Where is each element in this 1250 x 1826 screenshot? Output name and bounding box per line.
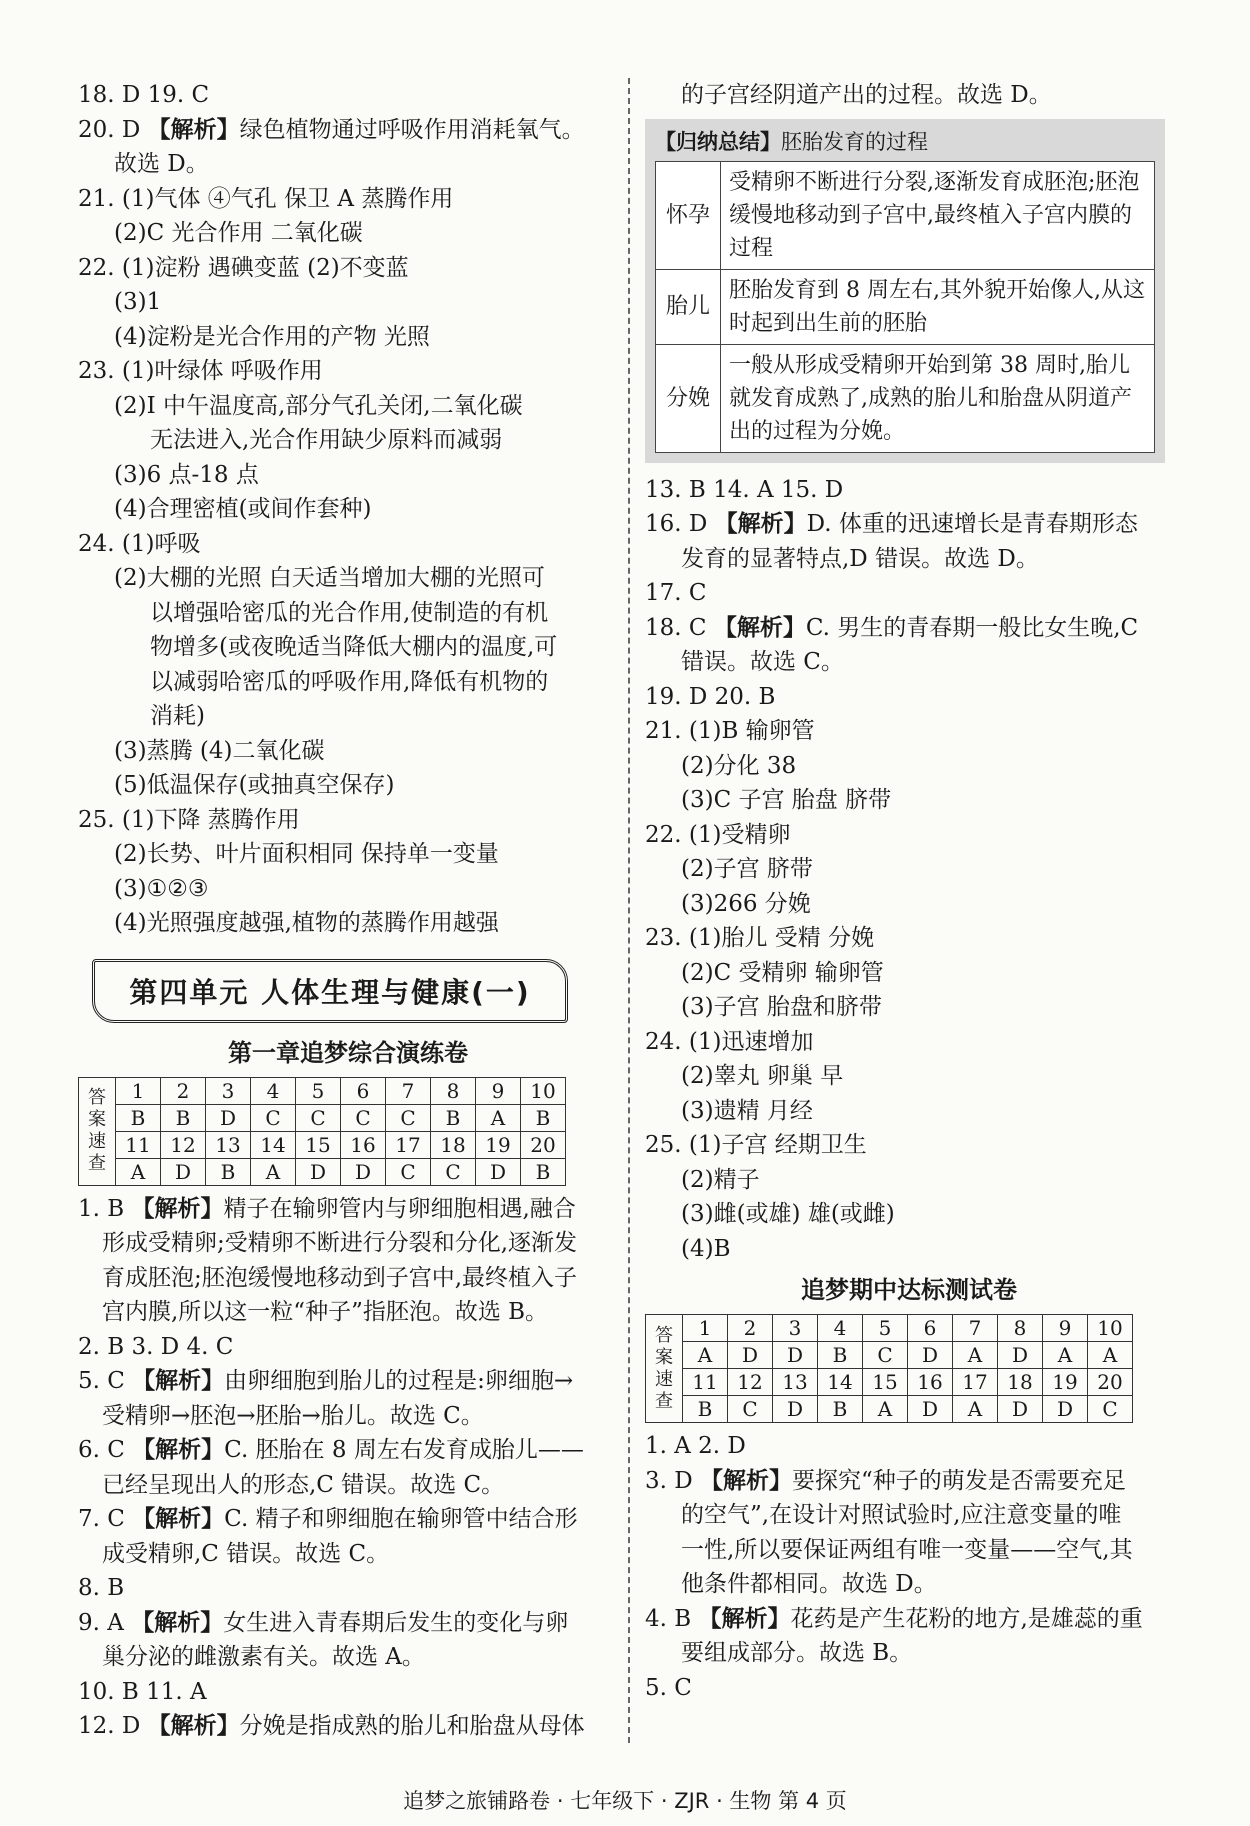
answer-cell: B [116, 1104, 161, 1131]
answer-line: 的子宫经阴道产出的过程。故选 D。 [681, 82, 1052, 108]
answer-line: (3)①②③ [114, 875, 209, 902]
analysis-tag: 【解析】 [131, 1609, 224, 1636]
question-number: 15 [296, 1131, 341, 1158]
question-number: 9 [1043, 1315, 1088, 1342]
answer-line: 1. B 【解析】精子在输卵管内与卵细胞相遇,融合 [78, 1195, 576, 1222]
answer-cell: D [728, 1342, 773, 1369]
question-number: 4 [251, 1077, 296, 1104]
analysis-tag: 【解析】 [714, 511, 807, 537]
question-number: 1 [116, 1077, 161, 1104]
question-number: 18 [431, 1131, 476, 1158]
answer-line: 10. B 11. A [78, 1678, 207, 1705]
right-answers-c [645, 1429, 1173, 1705]
question-number: 12 [728, 1369, 773, 1396]
answer-line: 育成胚泡;胚泡缓慢地移动到子宫中,最终植入子 [102, 1264, 578, 1291]
question-number: 1 [683, 1315, 728, 1342]
answer-line: 21. (1)气体 ④气孔 保卫 A 蒸腾作用 [78, 185, 454, 212]
analysis-tag: 【解析】 [131, 1195, 224, 1222]
answer-line: 18. C 【解析】C. 男生的青春期一般比女生晚,C [645, 614, 1139, 641]
answer-line: 已经呈现出人的形态,C 错误。故选 C。 [102, 1471, 505, 1498]
answer-line: 形成受精卵;受精卵不断进行分裂和分化,逐渐发 [102, 1230, 578, 1256]
answer-line: (5)低温保存(或抽真空保存) [114, 772, 395, 798]
answer-table-2 [645, 1314, 1173, 1423]
answer-line: 23. (1)叶绿体 呼吸作用 [78, 358, 323, 384]
summary-value: 受精卵不断进行分裂,逐渐发育成胚泡;胚泡缓慢地移动到子宫中,最终植入子宫内膜的过程 [721, 161, 1155, 269]
question-number: 11 [683, 1369, 728, 1396]
answer-cell: B [521, 1104, 566, 1131]
answer-cell: A [1088, 1342, 1133, 1369]
summary-title: 胚胎发育的过程 [781, 129, 928, 154]
answer-line: 22. (1)淀粉 遇碘变蓝 (2)不变蓝 [78, 254, 409, 281]
question-number: 17 [386, 1131, 431, 1158]
answer-line: 20. D 【解析】绿色植物通过呼吸作用消耗氧气。 [78, 116, 585, 143]
answer-line: 要组成部分。故选 B。 [681, 1640, 913, 1666]
answer-grid-row [79, 1104, 566, 1131]
summary-key: 分娩 [656, 344, 721, 452]
left-answers-b [78, 1192, 618, 1744]
answer-cell: D [908, 1342, 953, 1369]
analysis-tag: 【解析】 [713, 614, 806, 641]
answer-cell: B [431, 1104, 476, 1131]
summary-row [656, 269, 1155, 344]
answer-line: 2. B 3. D 4. C [78, 1333, 234, 1360]
question-number: 9 [476, 1077, 521, 1104]
answer-line: 以增强哈密瓜的光合作用,使制造的有机 [150, 599, 549, 626]
answer-line: (3)266 分娩 [681, 890, 811, 917]
answer-line: (4)光照强度越强,植物的蒸腾作用越强 [114, 910, 499, 936]
answer-grid-row [646, 1342, 1133, 1369]
answer-cell: A [953, 1342, 998, 1369]
answer-cell: D [206, 1104, 251, 1131]
answer-line: 13. B 14. A 15. D [645, 476, 844, 503]
answer-table-1 [78, 1077, 618, 1186]
answer-line: 无法进入,光合作用缺少原料而减弱 [150, 427, 503, 453]
answer-cell: D [341, 1158, 386, 1185]
answer-line: 5. C 【解析】由卵细胞到胎儿的过程是:卵细胞→ [78, 1368, 574, 1394]
question-number: 5 [296, 1077, 341, 1104]
answer-line: 的空气”,在设计对照试验时,应注意变量的唯 [681, 1502, 1122, 1528]
answer-line: (2)C 光合作用 二氧化碳 [114, 220, 363, 246]
right-answers-b [645, 473, 1173, 1267]
answer-line: 物增多(或夜晚适当降低大棚内的温度,可 [150, 634, 558, 660]
question-number: 20 [1088, 1369, 1133, 1396]
answer-line: 19. D 20. B [645, 683, 776, 710]
answer-line: 他条件都相同。故选 D。 [681, 1571, 937, 1597]
answer-cell: D [998, 1342, 1043, 1369]
summary-key: 怀孕 [656, 161, 721, 269]
answer-line: 18. D 19. C [78, 82, 210, 108]
analysis-tag: 【解析】 [147, 116, 240, 143]
question-number: 20 [521, 1131, 566, 1158]
answer-line: 6. C 【解析】C. 胚胎在 8 周左右发育成胎儿—— [78, 1437, 584, 1463]
right-answers-a [645, 78, 1173, 113]
column-divider [628, 78, 630, 1743]
summary-row [656, 344, 1155, 452]
answer-line: 消耗) [150, 703, 205, 729]
question-number: 10 [521, 1077, 566, 1104]
answer-cell: C [386, 1158, 431, 1185]
answer-cell: C [251, 1104, 296, 1131]
answer-line: 1. A 2. D [645, 1433, 746, 1459]
question-number: 17 [953, 1369, 998, 1396]
question-number: 6 [908, 1315, 953, 1342]
answer-cell: D [773, 1342, 818, 1369]
answer-cell: C [341, 1104, 386, 1131]
answer-line: (4)合理密植(或间作套种) [114, 496, 372, 522]
question-number: 2 [728, 1315, 773, 1342]
question-number: 13 [773, 1369, 818, 1396]
answer-grid-label: 答 案 速 查 [79, 1077, 116, 1185]
left-answers-a [78, 78, 618, 941]
answer-cell: C [431, 1158, 476, 1185]
analysis-tag: 【解析】 [147, 1713, 240, 1739]
answer-line: 成受精卵,C 错误。故选 C。 [102, 1540, 390, 1567]
answer-line: (2)精子 [681, 1166, 760, 1193]
question-number: 2 [161, 1077, 206, 1104]
summary-heading [655, 127, 1155, 157]
answer-line: 12. D 【解析】分娩是指成熟的胎儿和胎盘从母体 [78, 1713, 585, 1739]
question-number: 6 [341, 1077, 386, 1104]
question-number: 11 [116, 1131, 161, 1158]
question-number: 4 [818, 1315, 863, 1342]
summary-key: 胎儿 [656, 269, 721, 344]
answer-line: 4. B 【解析】花药是产生花粉的地方,是雄蕊的重 [645, 1605, 1143, 1632]
question-number: 3 [773, 1315, 818, 1342]
question-number: 13 [206, 1131, 251, 1158]
question-number: 16 [341, 1131, 386, 1158]
answer-line: (4)B [681, 1235, 731, 1262]
answer-line: 16. D 【解析】D. 体重的迅速增长是青春期形态 [645, 511, 1138, 537]
answer-line: 5. C [645, 1674, 692, 1701]
section1-title: 第一章追梦综合演练卷 [228, 1038, 468, 1067]
answer-line: 3. D 【解析】要探究“种子的萌发是否需要充足 [645, 1467, 1126, 1494]
answer-cell: B [818, 1396, 863, 1423]
answer-line: (3)C 子宫 胎盘 脐带 [681, 787, 892, 813]
summary-value: 胚胎发育到 8 周左右,其外貌开始像人,从这时起到出生前的胚胎 [721, 269, 1155, 344]
analysis-tag: 【解析】 [698, 1605, 791, 1632]
answer-grid-label: 答 案 速 查 [646, 1315, 683, 1423]
answer-grid-row [79, 1158, 566, 1185]
answer-cell: A [863, 1396, 908, 1423]
answer-cell: C [1088, 1396, 1133, 1423]
answer-line: 一性,所以要保证两组有唯一变量——空气,其 [681, 1536, 1133, 1563]
answer-line: (2)长势、叶片面积相同 保持单一变量 [114, 841, 499, 867]
answer-line: (3)子宫 胎盘和脐带 [681, 994, 882, 1020]
answer-grid-row [646, 1369, 1133, 1396]
answer-cell: A [251, 1158, 296, 1185]
question-number: 10 [1088, 1315, 1133, 1342]
answer-line: (3)蒸腾 (4)二氧化碳 [114, 737, 325, 764]
answer-line: (3)雌(或雄) 雄(或雌) [681, 1201, 895, 1227]
answer-line: (2)分化 38 [681, 752, 797, 779]
answer-cell: D [476, 1158, 521, 1185]
answer-line: (2)子宫 脐带 [681, 856, 813, 882]
answer-grid-row [646, 1315, 1133, 1342]
answer-cell: D [1043, 1396, 1088, 1423]
answer-grid [645, 1314, 1133, 1423]
answer-cell: D [773, 1396, 818, 1423]
answer-line: 9. A 【解析】女生进入青春期后发生的变化与卵 [78, 1609, 569, 1636]
question-number: 8 [998, 1315, 1043, 1342]
answer-cell: C [296, 1104, 341, 1131]
answer-cell: B [818, 1342, 863, 1369]
answer-cell: B [206, 1158, 251, 1185]
answer-cell: A [683, 1342, 728, 1369]
summary-tag: 【归纳总结】 [655, 129, 781, 154]
answer-cell: A [953, 1396, 998, 1423]
question-number: 8 [431, 1077, 476, 1104]
answer-line: 故选 D。 [114, 151, 209, 177]
right-column [645, 78, 1173, 1705]
answer-line: 23. (1)胎儿 受精 分娩 [645, 925, 875, 951]
answer-line: 8. B [78, 1575, 125, 1601]
answer-line: 以减弱哈密瓜的呼吸作用,降低有机物的 [150, 668, 549, 695]
summary-table [655, 161, 1155, 453]
answer-line: 受精卵→胚泡→胚胎→胎儿。故选 C。 [102, 1402, 484, 1429]
answer-line: 25. (1)下降 蒸腾作用 [78, 806, 300, 833]
question-number: 19 [1043, 1369, 1088, 1396]
answer-line: 21. (1)B 输卵管 [645, 718, 815, 744]
summary-box [645, 119, 1165, 463]
answer-line: (2)大棚的光照 白天适当增加大棚的光照可 [114, 565, 545, 591]
answer-line: 25. (1)子宫 经期卫生 [645, 1132, 867, 1158]
answer-cell: B [161, 1104, 206, 1131]
question-number: 14 [818, 1369, 863, 1396]
question-number: 15 [863, 1369, 908, 1396]
answer-line: (3)1 [114, 289, 162, 315]
question-number: 7 [953, 1315, 998, 1342]
answer-line: (3)6 点-18 点 [114, 461, 259, 488]
analysis-tag: 【解析】 [132, 1506, 225, 1532]
question-number: 14 [251, 1131, 296, 1158]
question-number: 18 [998, 1369, 1043, 1396]
answer-cell: B [521, 1158, 566, 1185]
question-number: 7 [386, 1077, 431, 1104]
answer-cell: C [728, 1396, 773, 1423]
answer-cell: A [1043, 1342, 1088, 1369]
unit-title: 第四单元 人体生理与健康(一) [92, 959, 568, 1023]
answer-grid [78, 1077, 566, 1186]
answer-line: (2)C 受精卵 输卵管 [681, 959, 884, 986]
answer-grid-row [79, 1131, 566, 1158]
question-number: 3 [206, 1077, 251, 1104]
question-number: 5 [863, 1315, 908, 1342]
answer-line: (2)睾丸 卵巢 早 [681, 1063, 844, 1089]
answer-cell: B [683, 1396, 728, 1423]
answer-line: (4)淀粉是光合作用的产物 光照 [114, 323, 430, 350]
section2-title: 追梦期中达标测试卷 [801, 1276, 1017, 1304]
question-number: 16 [908, 1369, 953, 1396]
answer-line: 错误。故选 C。 [681, 649, 844, 675]
analysis-tag: 【解析】 [700, 1467, 793, 1494]
answer-line: 巢分泌的雌激素有关。故选 A。 [102, 1644, 425, 1670]
answer-line: 发育的显著特点,D 错误。故选 D。 [681, 545, 1039, 572]
question-number: 12 [161, 1131, 206, 1158]
answer-cell: D [161, 1158, 206, 1185]
answer-line: 7. C 【解析】C. 精子和卵细胞在输卵管中结合形 [78, 1506, 578, 1532]
page-footer: 追梦之旅铺路卷 · 七年级下 · ZJR · 生物 第 4 页 [403, 1789, 847, 1813]
answer-line: 24. (1)呼吸 [78, 530, 201, 557]
answer-cell: A [116, 1158, 161, 1185]
answer-line: (3)遗精 月经 [681, 1097, 813, 1124]
answer-line: 17. C [645, 580, 707, 606]
summary-value: 一般从形成受精卵开始到第 38 周时,胎儿就发育成熟了,成熟的胎儿和胎盘从阴道产出的过程为分娩。 [721, 344, 1155, 452]
answer-cell: C [863, 1342, 908, 1369]
answer-line: 宫内膜,所以这一粒“种子”指胚泡。故选 B。 [102, 1299, 549, 1325]
answer-line: 24. (1)迅速增加 [645, 1028, 814, 1055]
left-column [78, 78, 618, 1744]
answer-cell: C [386, 1104, 431, 1131]
answer-cell: A [476, 1104, 521, 1131]
answer-cell: D [296, 1158, 341, 1185]
answer-grid-row [79, 1077, 566, 1104]
question-number: 19 [476, 1131, 521, 1158]
summary-row [656, 161, 1155, 269]
answer-grid-row [646, 1396, 1133, 1423]
answer-line: 22. (1)受精卵 [645, 821, 791, 848]
answer-line: (2)Ⅰ 中午温度高,部分气孔关闭,二氧化碳 [114, 392, 523, 419]
answer-cell: D [908, 1396, 953, 1423]
analysis-tag: 【解析】 [132, 1437, 225, 1463]
answer-cell: D [998, 1396, 1043, 1423]
analysis-tag: 【解析】 [132, 1368, 225, 1394]
